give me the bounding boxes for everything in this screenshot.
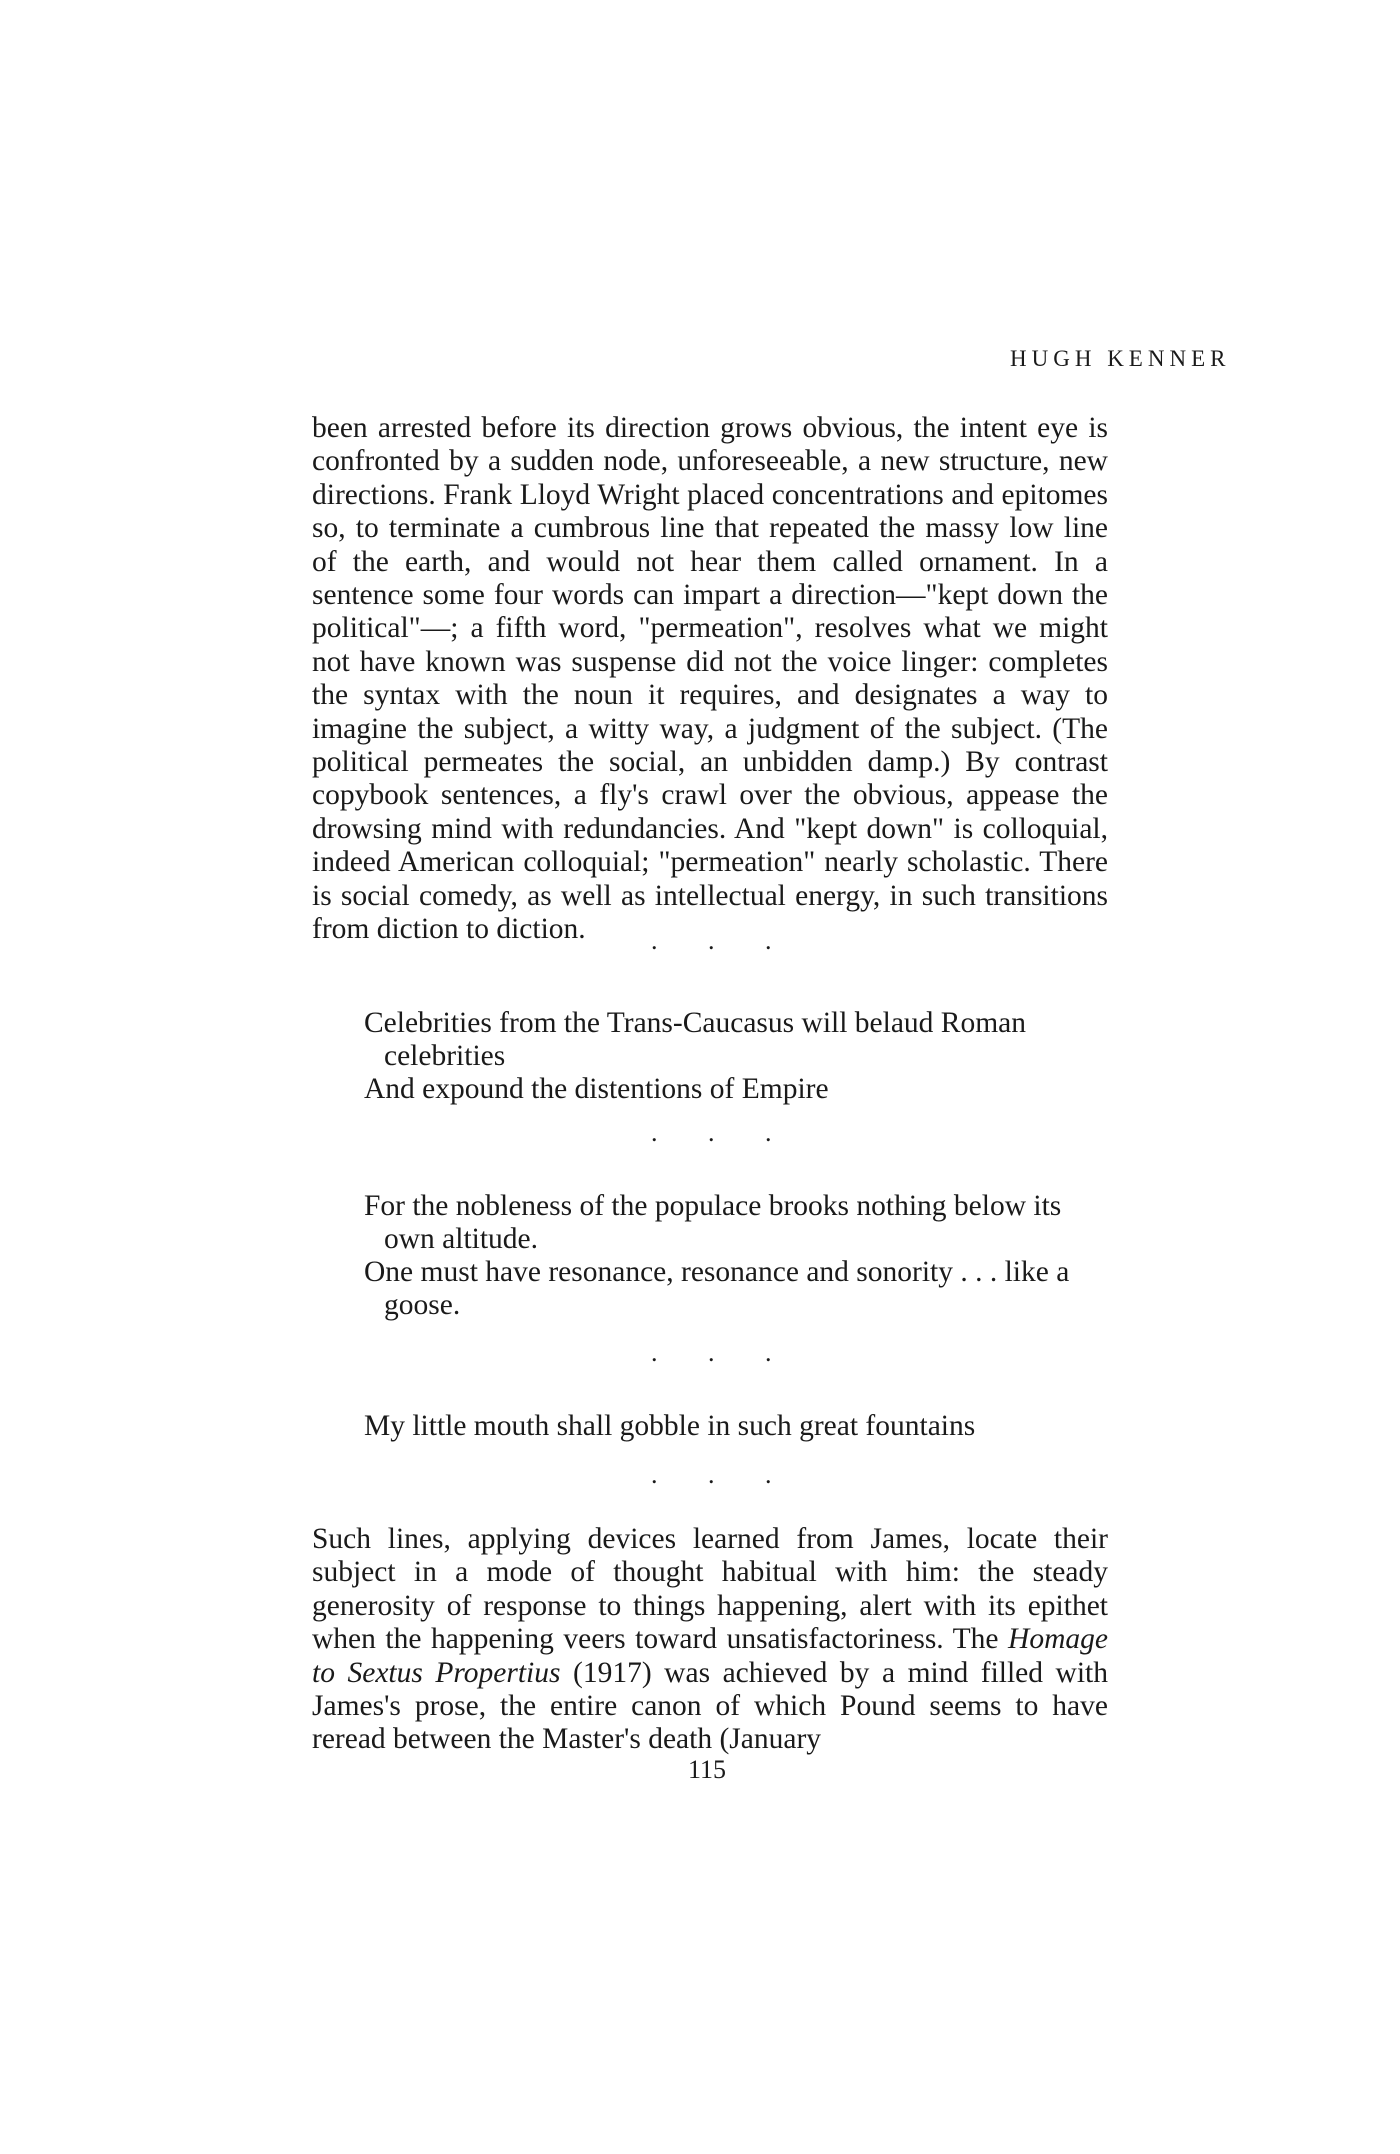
section-ellipsis: . . .: [651, 1338, 794, 1367]
verse-line: One must have resonance, resonance and sonority . . . like a goose.: [364, 1256, 1070, 1321]
section-ellipsis: . . .: [651, 926, 794, 955]
section-ellipsis: . . .: [651, 1460, 794, 1489]
paragraph-text: Such lines, applying devices learned from James, locate their subject in a mode of thought habitual with him: the steady generosity of response to things happening, alert with its epithet when the happening veers toward unsatisfactoriness. The: [312, 1523, 1108, 1656]
verse-quotation-third: [364, 1410, 1084, 1443]
paragraph-text: (1917) was achieved by a mind filled with James's prose, the entire canon of which Pound seems to have reread between the Master's death (January: [312, 1656, 1108, 1756]
verse-quotation-first: [364, 1007, 1084, 1106]
verse-quotation-second: [364, 1190, 1084, 1322]
verse-line: Celebrities from the Trans-Caucasus will belaud Roman celebrities: [364, 1007, 1027, 1072]
body-paragraph-second: [312, 1523, 1108, 1757]
work-title: Homage to Sextus Propertius: [312, 1623, 1108, 1689]
body-paragraph-first: been arrested before its direction grows obvious, the intent eye is confronted by a sudden node, unforeseeable, a new structure, new directions. Frank Lloyd Wright placed concentrations and epitomes so, to terminate a cumbrous line that repeated the massy low line of the earth, and would not hear them called ornament. In a sentence some four words can impart a direction—"kept down the political"—; a fifth word, "permeation", resolves what we might not have known was suspense did not the voice linger: completes the syntax with the noun it requires, and designates a way to imagine the subject, a witty way, a judgment of the subject. (The political permeates the social, an unbidden damp.) By contrast copybook sentences, a fly's crawl over the obvious, appease the drowsing mind with redundancies. And "kept down" is colloquial, indeed American colloquial; "permeation" nearly scholastic. There is social comedy, as well as intellectual energy, in such transitions from diction to diction.: [312, 412, 1108, 946]
running-head: HUGH KENNER: [1010, 346, 1231, 371]
section-ellipsis: . . .: [651, 1118, 794, 1147]
verse-line: For the nobleness of the populace brooks nothing below its own altitude.: [364, 1190, 1062, 1255]
page-number: 115: [688, 1755, 727, 1784]
verse-line: My little mouth shall gobble in such great fountains: [364, 1410, 976, 1442]
verse-line: And expound the distentions of Empire: [364, 1073, 829, 1105]
